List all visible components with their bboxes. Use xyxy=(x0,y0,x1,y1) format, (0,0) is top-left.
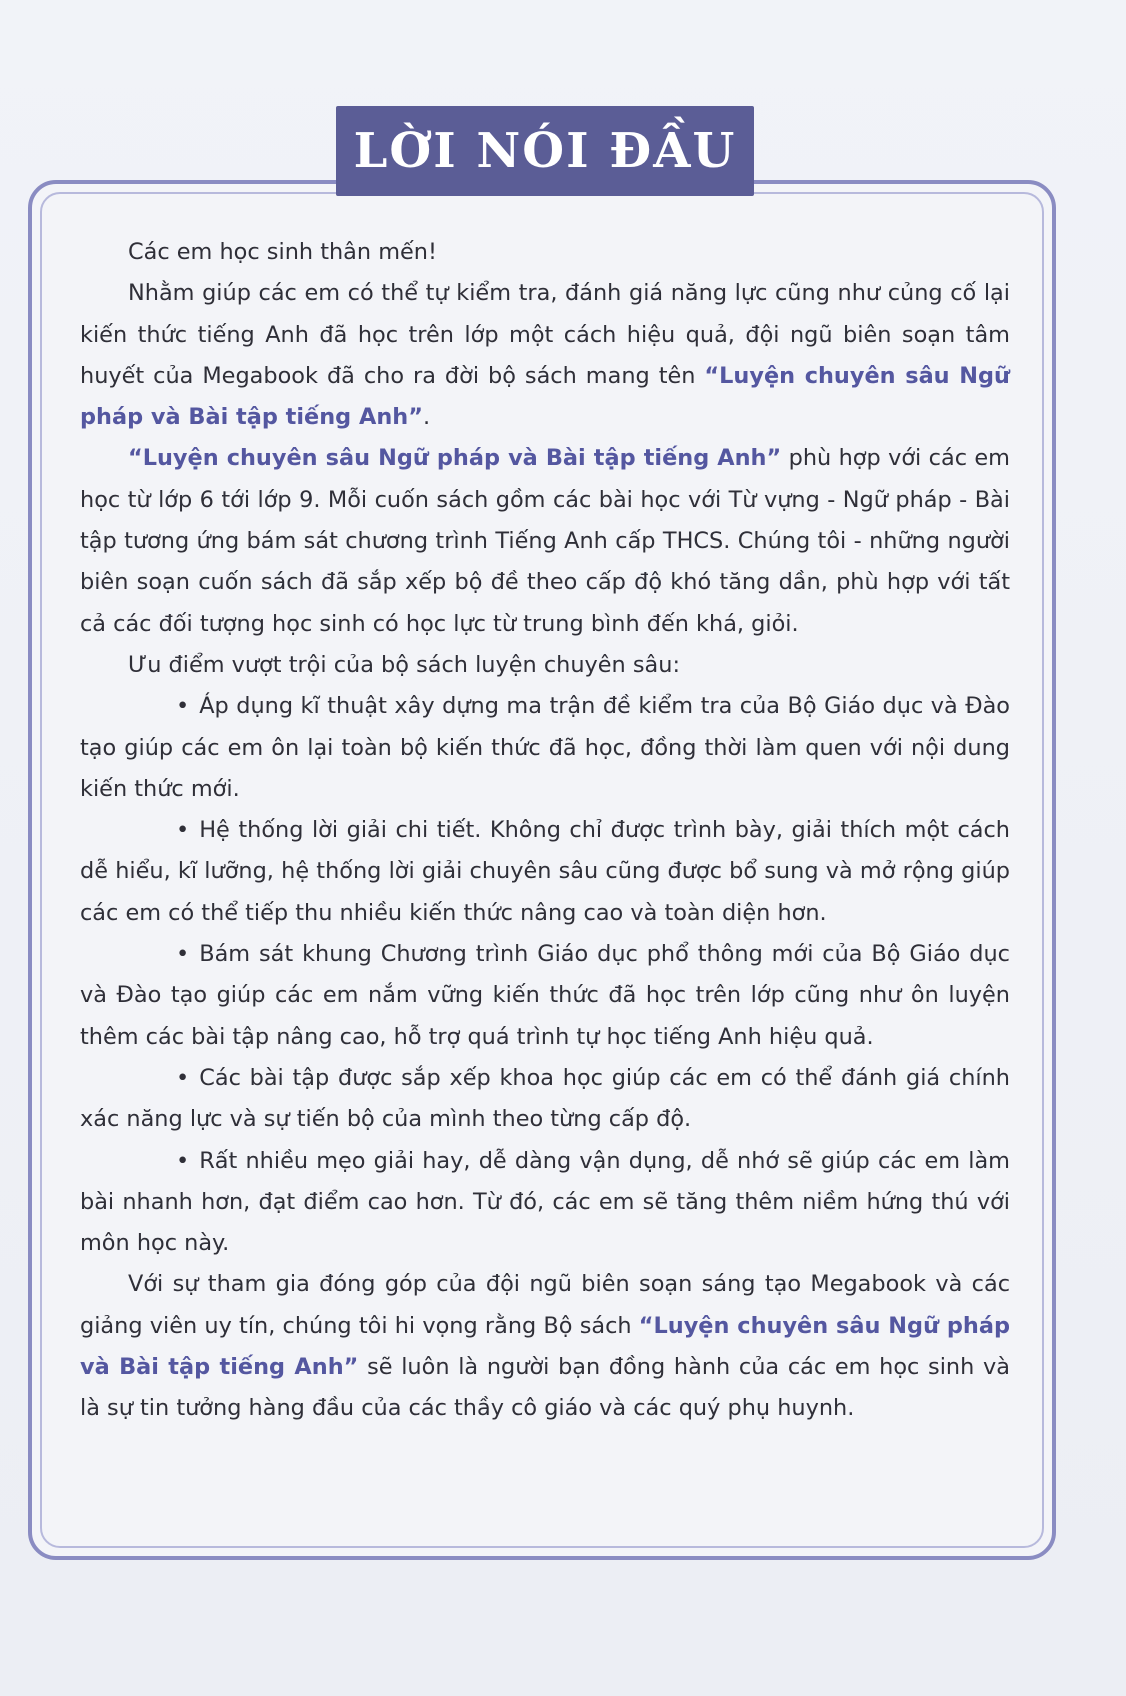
paragraph-scope-text: phù hợp với các em học từ lớp 6 tới lớp 9. Mỗi cuốn sách gồm các bài học với Từ vựng - Ngữ pháp - Bài tập tương ứng bám sát chương trình Tiếng Anh cấp THCS. Chúng tôi - những người biên soạn cuốn sách đã sắp xếp bộ đề theo cấp độ khó tăng dần, phù hợp với tất cả các đối tượng học sinh có học lực từ trung bình đến khá, giỏi. xyxy=(80,445,1010,637)
book-title-highlight: “Luyện chuyên sâu Ngữ pháp và Bài tập tiếng Anh” xyxy=(128,445,782,472)
bullet-item xyxy=(80,1141,1010,1265)
paragraph-closing xyxy=(80,1264,1010,1429)
greeting: Các em học sinh thân mến! xyxy=(128,239,437,265)
paragraph-intro-text: Nhằm giúp các em có thể tự kiểm tra, đánh giá năng lực cũng như củng cố lại kiến thức tiếng Anh đã học trên lớp một cách hiệu quả, đội ngũ biên soạn tâm huyết của Megabook đã cho ra đời bộ sách mang tên xyxy=(80,280,1010,389)
bullet-icon: • xyxy=(176,693,190,720)
title-banner xyxy=(336,106,754,196)
bullet-item xyxy=(80,810,1010,934)
paragraph-intro xyxy=(80,273,1010,438)
bullet-text: Bám sát khung Chương trình Giáo dục phổ thông mới của Bộ Giáo dục và Đào tạo giúp các em nắm vững kiến thức đã học trên lớp cũng như ôn luyện thêm các bài tập nâng cao, hỗ trợ quá trình tự học tiếng Anh hiệu quả. xyxy=(80,941,1010,1050)
paragraph-closing-end: sẽ luôn là người bạn đồng hành của các em học sinh và là sự tin tưởng hàng đầu của các thầy cô giáo và các quý phụ huynh. xyxy=(80,1354,1010,1422)
paragraph-closing-text: Với sự tham gia đóng góp của đội ngũ biên soạn sáng tạo Megabook và các giảng viên uy tín, chúng tôi hi vọng rằng Bộ sách xyxy=(80,1271,1010,1339)
bullet-text: Rất nhiều mẹo giải hay, dễ dàng vận dụng, dễ nhớ sẽ giúp các em làm bài nhanh hơn, đạt điểm cao hơn. Từ đó, các em sẽ tăng thêm niềm hứng thú với môn học này. xyxy=(80,1147,1010,1257)
book-title-highlight: “Luyện chuyên sâu Ngữ pháp và Bài tập tiếng Anh” xyxy=(80,362,1010,431)
bullet-icon: • xyxy=(176,941,190,968)
bullet-text: Áp dụng kĩ thuật xây dựng ma trận đề kiểm tra của Bộ Giáo dục và Đào tạo giúp các em ôn lại toàn bộ kiến thức đã học, đồng thời làm quen với nội dung kiến thức mới. xyxy=(80,693,1010,802)
bullet-icon: • xyxy=(176,1147,190,1174)
bullet-text: Các bài tập được sắp xếp khoa học giúp các em có thể đánh giá chính xác năng lực và sự tiến bộ của mình theo từng cấp độ. xyxy=(80,1064,1010,1133)
bullet-text: Hệ thống lời giải chi tiết. Không chỉ được trình bày, giải thích một cách dễ hiểu, kĩ lưỡng, hệ thống lời giải chuyên sâu cũng được bổ sung và mở rộng giúp các em có thể tiếp thu nhiều kiến thức nâng cao và toàn diện hơn. xyxy=(80,817,1010,926)
advantages-intro: Ưu điểm vượt trội của bộ sách luyện chuyên sâu: xyxy=(128,651,680,678)
bullet-item xyxy=(80,1058,1010,1141)
paragraph-intro-end: . xyxy=(422,404,431,431)
book-title-highlight: “Luyện chuyên sâu Ngữ pháp và Bài tập tiếng Anh” xyxy=(80,1312,1010,1381)
bullet-icon: • xyxy=(176,817,190,844)
preface-content xyxy=(80,232,1010,1430)
page-title: LỜI NÓI ĐẦU xyxy=(353,123,737,179)
bullet-item xyxy=(80,934,1010,1058)
paragraph-scope xyxy=(80,438,1010,644)
bullet-icon: • xyxy=(176,1064,190,1091)
bullet-item xyxy=(80,686,1010,810)
